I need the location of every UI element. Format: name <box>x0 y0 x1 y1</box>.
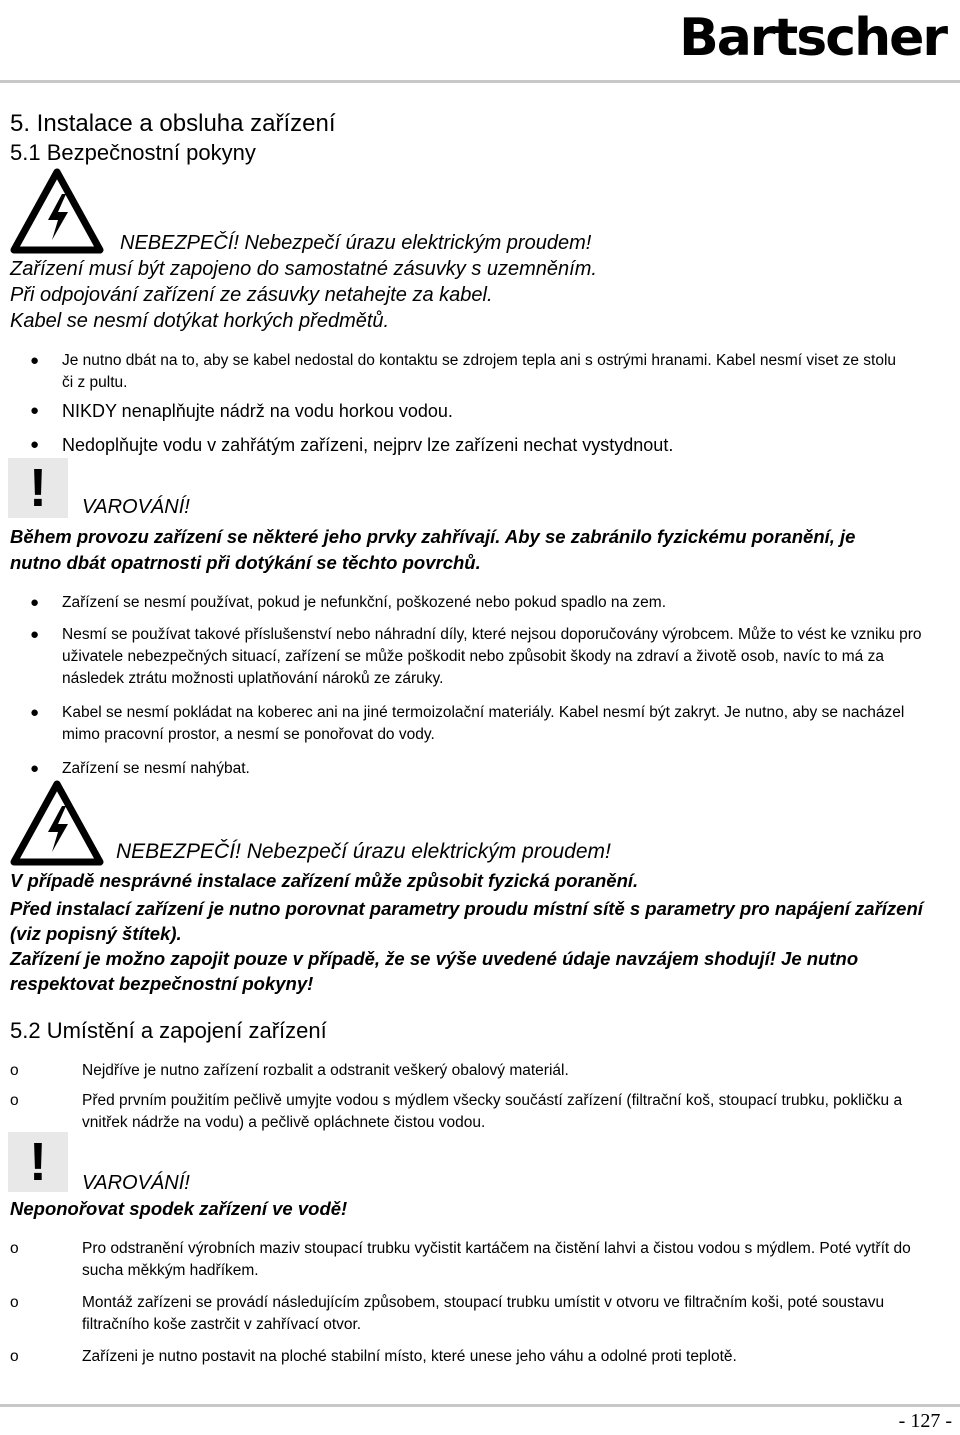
step-marker-icon: o <box>10 1092 19 1109</box>
warning-text: Neponořovat spodek zařízení ve vodě! <box>10 1198 348 1219</box>
bullet-icon: ● <box>30 594 40 611</box>
danger-line: Zařízení je možno zapojit pouze v případě, že se výše uvedené údaje navzájem shodují! Je nutno respektovat bezpečnostní pokyny! <box>10 948 859 994</box>
step-marker-icon: o <box>10 1348 19 1365</box>
section-heading: 5. Instalace a obsluha zařízení <box>10 110 336 137</box>
header-divider <box>0 80 960 83</box>
danger-line: Při odpojování zařízení ze zásuvky netahejte za kabel. <box>10 284 493 306</box>
list-item: ● Je nutno dbát na to, aby se kabel nedostal do kontaktu se zdrojem tepla ani s ostrými hranami. Kabel nesmí viset ze stolu či z pultu. <box>30 350 910 394</box>
list-item: o Nejdříve je nutno zařízení rozbalit a odstranit veškerý obalový materiál. <box>10 1060 930 1082</box>
list-item: ● NIKDY nenaplňujte nádrž na vodu horkou vodou. <box>30 401 453 421</box>
danger-title: NEBEZPEČÍ! Nebezpečí úrazu elektrickým proudem! <box>116 840 611 863</box>
warning-title: VAROVÁNÍ! <box>82 496 190 518</box>
exclamation-warning-icon: ! <box>8 1132 68 1192</box>
bullet-icon: ● <box>30 436 40 453</box>
step-marker-icon: o <box>10 1240 19 1257</box>
list-item: o Zařízeni je nutno postavit na ploché stabilní místo, které unese jeho váhu a odolné proti teplotě. <box>10 1346 945 1368</box>
list-item: ● Zařízení se nesmí nahýbat. <box>30 758 930 780</box>
page-number: - 127 - <box>898 1410 952 1432</box>
list-item: o Montáž zařízeni se provádí následujícím způsobem, stoupací trubku umístit v otvoru ve filtračním koši, poté soustavu filtračního koše zastrčit v zahřívací otvor. <box>10 1292 945 1336</box>
danger-line: Zařízení musí být zapojeno do samostatné zásuvky s uzemněním. <box>10 258 597 280</box>
list-item: o Pro odstranění výrobních maziv stoupací trubku vyčistit kartáčem na čistění lahvi a čistou vodou s mýdlem. Poté vytřít do sucha měkkým hadříkem. <box>10 1238 930 1282</box>
danger-line: Před instalací zařízení je nutno porovnat parametry proudu místní sítě s parametry pro napájení zařízení (viz popisný štítek). <box>10 898 923 944</box>
list-item: ● Kabel se nesmí pokládat na koberec ani na jiné termoizolační materiály. Kabel nesmí být zakryt. Je nutno, aby se nacházel mimo pracovní prostor, a nesmí se ponořovat do vody. <box>30 702 945 746</box>
step-marker-icon: o <box>10 1062 19 1079</box>
step-marker-icon: o <box>10 1294 19 1311</box>
list-item: ● Nedoplňujte vodu v zahřátým zařízeni, nejprv lze zařízeni nechat vystydnout. <box>30 435 674 455</box>
exclamation-warning-icon: ! <box>8 458 68 518</box>
bullet-icon: ● <box>30 704 40 721</box>
subsection-heading: 5.1 Bezpečnostní pokyny <box>10 140 256 165</box>
list-item: o Před prvním použitím pečlivě umyjte vodou s mýdlem všecky součástí zařízení (filtrační koš, stoupací trubku, pokličku a vnitřek nádrže na vodu) a pečlivě opláchnete čistou vodou. <box>10 1090 930 1134</box>
bullet-icon: ● <box>30 352 40 369</box>
list-item: ● Nesmí se používat takové příslušenství nebo náhradní díly, které nejsou doporučovány výrobcem. Může to vést ke vzniku pro uživatele nebezpečných situací, zařízení se může poškodit nebo způsobit škody na zdraví a životě osob, navíc to má za následek ztrátu možnosti uplatňování nároků ze záruky. <box>30 624 945 690</box>
footer-divider <box>0 1404 960 1407</box>
bullet-icon: ● <box>30 760 40 777</box>
danger-line: Kabel se nesmí dotýkat horkých předmětů. <box>10 310 390 332</box>
subsection-heading: 5.2 Umístění a zapojení zařízení <box>10 1018 327 1043</box>
high-voltage-warning-icon <box>10 168 104 254</box>
bullet-icon: ● <box>30 402 40 419</box>
list-item: ● Zařízení se nesmí používat, pokud je nefunkční, poškozené nebo pokud spadlo na zem. <box>30 592 930 614</box>
danger-line: V případě nesprávné instalace zařízení může způsobit fyzická poranění. <box>10 870 639 891</box>
high-voltage-warning-icon <box>10 780 104 866</box>
warning-text: Během provozu zařízení se některé jeho prvky zahřívají. Aby se zabránilo fyzickému poranění, je nutno dbát opatrnosti při dotýkání se těchto povrchů. <box>10 526 856 573</box>
danger-title: NEBEZPEČÍ! Nebezpečí úrazu elektrickým proudem! <box>120 232 592 254</box>
bullet-icon: ● <box>30 626 40 643</box>
warning-title: VAROVÁNÍ! <box>82 1172 190 1194</box>
brand-logo: Bartscher <box>679 8 946 68</box>
